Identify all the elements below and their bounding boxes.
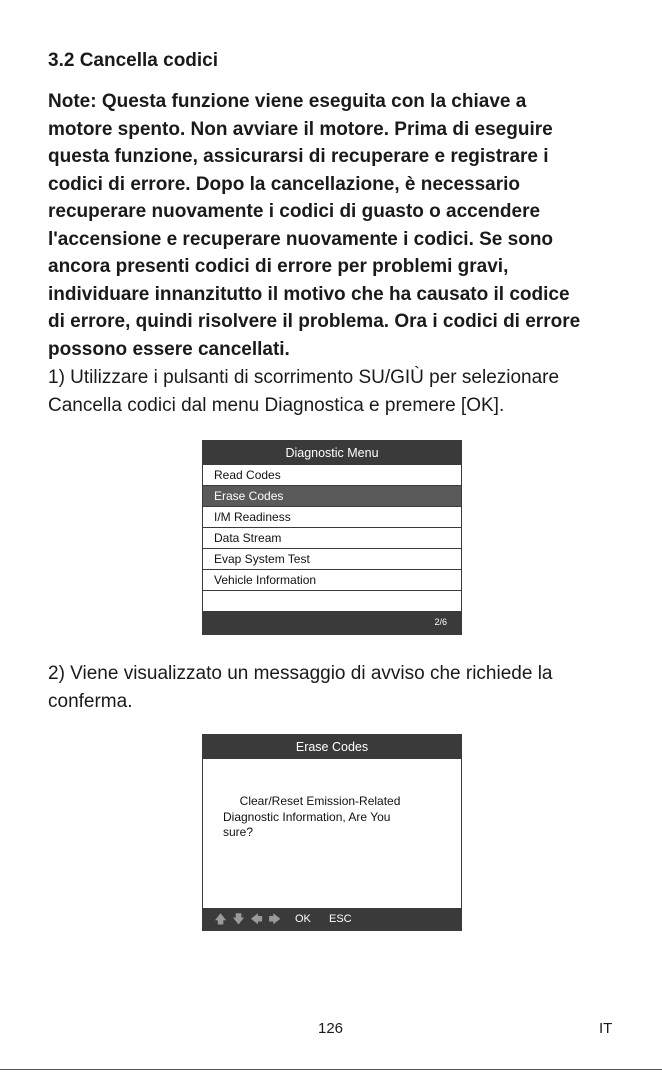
message-line: sure? (223, 825, 254, 839)
arrow-right-icon: 🡆 (268, 912, 281, 926)
message-line: Clear/Reset Emission-Related (223, 794, 401, 808)
note-line: individuare innanzitutto il motivo che ha causato il codice (48, 283, 570, 305)
step-2-line: conferma. (48, 691, 133, 712)
note-line: motore spento. Non avviare il motore. Prima di eseguire (48, 118, 553, 140)
ok-button[interactable]: OK (295, 913, 311, 925)
erase-codes-screen (202, 734, 462, 931)
note-line: Note: Questa funzione viene eseguita con la chiave a (48, 91, 527, 112)
step-1-line: Cancella codici dal menu Diagnostica e premere [OK]. (48, 395, 505, 416)
arrow-left-icon: 🡄 (250, 912, 263, 926)
bottom-rule (0, 1069, 662, 1070)
note-line: di errore, quindi risolvere il problema. Ora i codici di errore (48, 311, 581, 332)
message-line: Diagnostic Information, Are You (223, 809, 391, 824)
menu-item-read-codes[interactable]: Read Codes (203, 465, 461, 486)
screen-title: Diagnostic Menu (203, 441, 461, 465)
step-2-paragraph (48, 660, 633, 716)
menu-item-evap-system-test[interactable]: Evap System Test (203, 549, 461, 570)
note-line: questa funzione, assicurarsi di recuperare e registrare i (48, 146, 549, 167)
step-1-paragraph (48, 364, 633, 420)
note-paragraph (48, 88, 633, 363)
note-line: l'accensione e recuperare nuovamente i codici. Se sono (48, 228, 554, 250)
note-line: recuperare nuovamente i codici di guasto o accendere (48, 201, 541, 222)
step-2-line: 2) Viene visualizzato un messaggio di avviso che richiede la (48, 663, 553, 684)
confirmation-message (223, 794, 400, 841)
note-line: ancora presenti codici di errore per problemi gravi, (48, 256, 509, 277)
language-code: IT (599, 1020, 613, 1037)
arrow-up-icon: 🡅 (214, 912, 227, 926)
menu-empty-row (203, 591, 461, 611)
menu-item-vehicle-information[interactable]: Vehicle Information (203, 570, 461, 591)
section-title: 3.2 Cancella codici (48, 50, 219, 71)
step-1-line: 1) Utilizzare i pulsanti di scorrimento SU/GIÙ per selezionare (48, 367, 560, 388)
dialog-footer (203, 908, 461, 930)
arrow-down-icon: 🡇 (232, 912, 245, 926)
dialog-body (203, 759, 461, 908)
note-line: codici di errore. Dopo la cancellazione, è necessario (48, 173, 521, 195)
page-number: 126 (318, 1020, 344, 1037)
screen-title: Erase Codes (203, 735, 461, 759)
menu-item-erase-codes[interactable]: Erase Codes (203, 486, 461, 507)
note-line: possono essere cancellati. (48, 338, 290, 360)
diagnostic-menu-screen (202, 440, 462, 635)
esc-button[interactable]: ESC (329, 913, 352, 925)
menu-item-im-readiness[interactable]: I/M Readiness (203, 507, 461, 528)
page-indicator: 2/6 (203, 611, 461, 634)
menu-item-data-stream[interactable]: Data Stream (203, 528, 461, 549)
